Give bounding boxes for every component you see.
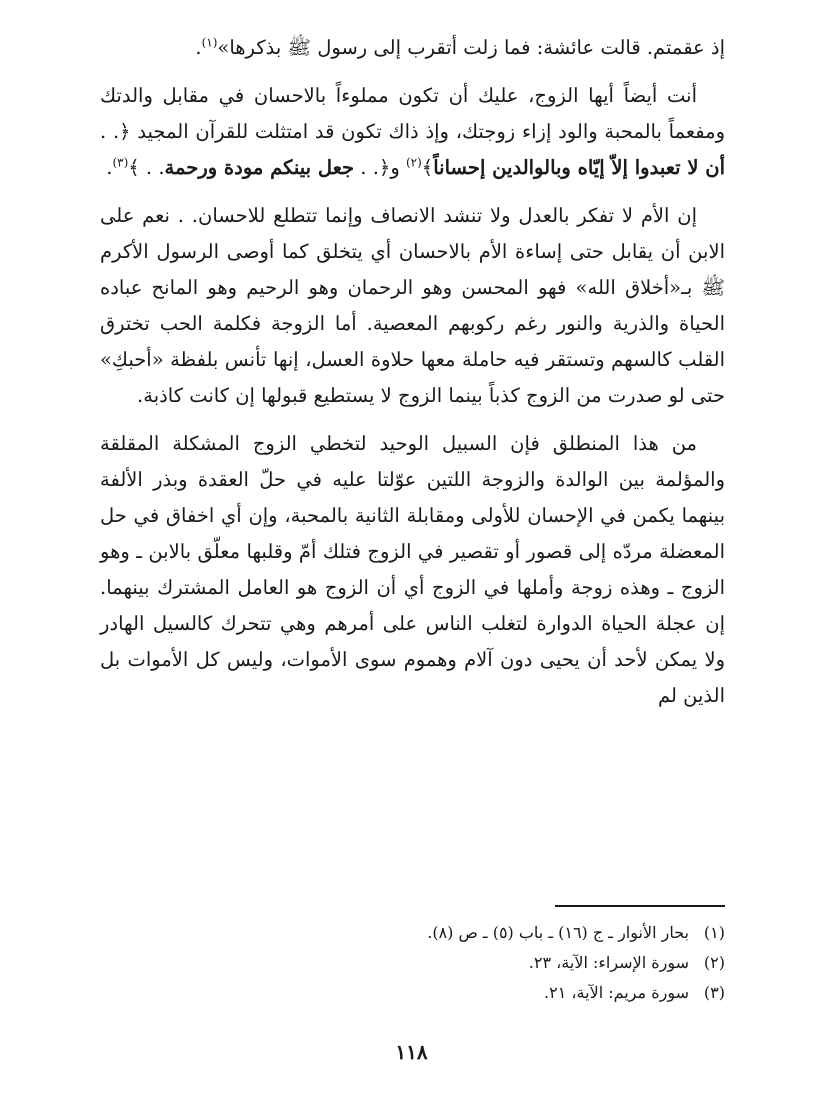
page-number: ١١٨ (395, 1040, 428, 1064)
footnote-item (105, 948, 725, 978)
footnote-item (105, 978, 725, 1008)
footnote-ref: (٣) (112, 155, 129, 170)
footnote-number: (٣) (703, 983, 725, 1002)
text-segment: من هذا المنطلق فإن السبيل الوحيد لتخطي الزوج المشكلة المقلقة والمؤلمة بين الوالدة والزوجة اللتين عوّلتا عليه في حلّ العقدة وبذر الألفة بينهما يكمن في الإحسان للأولى ومقابلة الثانية بالمحبة، وإن أي اخفاق في حل المعضلة مردّه إلى قصور أو تقصير في الزوج فتلك أمّ وقلبها معلّق بالابن ـ وهو الزوج ـ وهذه زوجة وأملها في الزوج أي أن الزوج هو العامل المشترك بينهما. إن عجلة الحياة الدوارة لتغلب الناس على أمرهم وهي تتحرك كالسيل الهادر ولا يمكن لأحد أن يحيى دون آلام وهموم سوى الأموات، وليس كل الأموات بل الذين لم (100, 432, 725, 707)
footnote-number: (١) (703, 923, 725, 942)
footnote-number: (٢) (703, 953, 725, 972)
footnotes (105, 918, 725, 1008)
paragraph (100, 426, 725, 714)
text-segment: أنت أيضاً أيها الزوج، عليك أن تكون مملوءاً بالاحسان في مقابل والدتك ومفعماً بالمحبة والود إزاء زوجتك، وإذ ذاك تكون قد امتثلت للقرآن المجيد ﴿. . (100, 84, 725, 143)
footnote-item (105, 918, 725, 948)
footnote-ref: (١) (201, 35, 218, 50)
text-segment: إذ عقمتم. قالت عائشة: فما زلت أتقرب إلى رسول ﷺ بذكرها» (217, 36, 725, 59)
footnote-text: سورة الإسراء: الآية، ٢٣. (528, 953, 689, 972)
quran-quote: أن لا تعبدوا إلاّ إيّاه وبالوالدين إحساناً (433, 156, 725, 179)
text-segment: ﴾ (421, 156, 434, 179)
quran-quote: جعل بينكم مودة ورحمة (164, 156, 355, 179)
footnote-ref: (٢) (405, 155, 422, 170)
paragraph (100, 198, 725, 414)
text-segment: و﴿. . (354, 156, 406, 179)
main-text (100, 30, 725, 726)
text-segment: . (106, 156, 113, 179)
paragraph (100, 30, 725, 66)
footnote-text: سورة مريم: الآية، ٢١. (544, 983, 689, 1002)
paragraph (100, 78, 725, 186)
text-segment: . (195, 36, 202, 59)
footnote-text: بحار الأنوار ـ ج (١٦) ـ باب (٥) ـ ص (٨). (427, 923, 689, 942)
text-segment: إن الأم لا تفكر بالعدل ولا تنشد الانصاف وإنما تتطلع للاحسان. . نعم على الابن أن يقابل حتى إساءة الأم بالاحسان أي يتخلق كما أوصى الرسول الأكرم ﷺ بـ«أخلاق الله» فهو المحسن وهو الرحمان وهو الرحيم وهو المانح عباده الحياة والذرية والنور رغم ركوبهم المعصية. أما الزوجة فكلمة الحب تخترق القلب كالسهم وتستقر فيه حاملة معها حلاوة العسل، إنها تأنس بلفظة «أحبكِ» حتى لو صدرت من الزوج كذباً بينما الزوج لا يستطيع قبولها إن كانت كاذبة. (100, 204, 725, 407)
text-segment: . . ﴾ (128, 156, 165, 179)
footnote-divider (555, 905, 725, 907)
